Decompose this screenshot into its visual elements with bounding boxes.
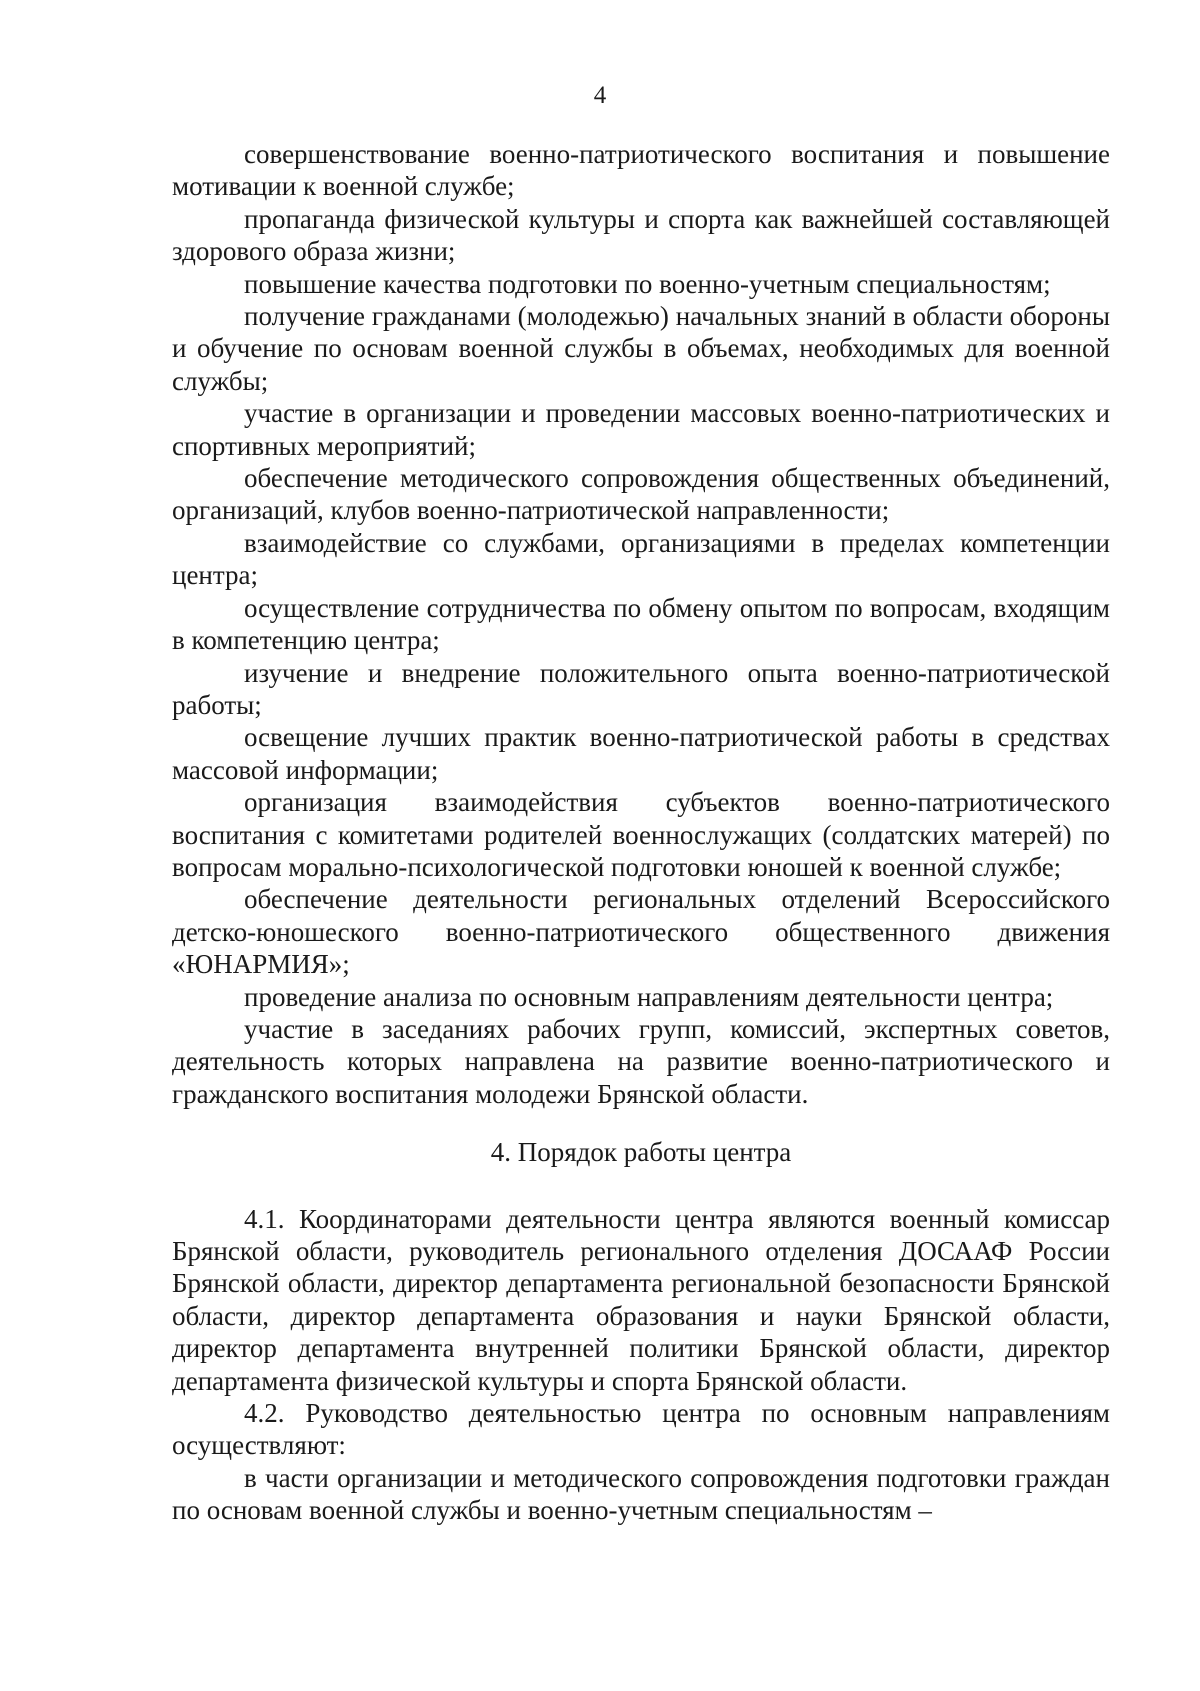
page-number: 4 bbox=[593, 82, 607, 109]
list-item: повышение качества подготовки по военно-учетным специальностям; bbox=[244, 268, 1051, 299]
list-item: освещение лучших практик военно-патриотической работы в средствах массовой информации; bbox=[172, 722, 1110, 785]
section-heading: 4. Порядок работы центра bbox=[490, 1137, 792, 1168]
list-item: изучение и внедрение положительного опыта военно-патриотической работы; bbox=[172, 657, 1110, 720]
list-item: участие в организации и проведении массовых военно-патриотических и спортивных мероприятий; bbox=[172, 398, 1110, 461]
document-body bbox=[172, 138, 1110, 1527]
section-paragraph: 4.2. Руководство деятельностью центра по основным направлениям осуществляют: bbox=[172, 1398, 1110, 1461]
list-item: осуществление сотрудничества по обмену опытом по вопросам, входящим в компетенцию центра; bbox=[172, 592, 1110, 656]
section-paragraph: в части организации и методического сопровождения подготовки граждан по основам военной службы и военно-учетным специальностям – bbox=[172, 1462, 1110, 1526]
section-paragraph: 4.1. Координаторами деятельности центра являются военный комиссар Брянской области, руководитель регионального отделения ДОСААФ России Брянской области, директор департамента региональной безопасности Брянской области, директор департамента образования и науки Брянской области, директор департамента внутренней политики Брянской области, директор департамента физической культуры и спорта Брянской области. bbox=[172, 1203, 1110, 1396]
list-item: совершенствование военно-патриотического воспитания и повышение мотивации к военной службе; bbox=[172, 139, 1110, 202]
list-item: обеспечение методического сопровождения общественных объединений, организаций, клубов военно-патриотической направленности; bbox=[172, 463, 1110, 526]
list-item: получение гражданами (молодежью) начальных знаний в области обороны и обучение по основам военной службы в объемах, необходимых для военной службы; bbox=[172, 301, 1110, 396]
list-item: обеспечение деятельности региональных отделений Всероссийского детско-юношеского военно-патриотического общественного движения «ЮНАРМИЯ»; bbox=[172, 884, 1110, 980]
list-item: проведение анализа по основным направлениям деятельности центра; bbox=[244, 981, 1054, 1012]
list-item: пропаганда физической культуры и спорта как важнейшей составляющей здорового образа жизни; bbox=[172, 203, 1110, 267]
list-item: взаимодействие со службами, организациями в пределах компетенции центра; bbox=[172, 527, 1110, 591]
list-item: участие в заседаниях рабочих групп, комиссий, экспертных советов, деятельность которых направлена на развитие военно-патриотического и гражданского воспитания молодежи Брянской области. bbox=[172, 1013, 1110, 1109]
list-item: организация взаимодействия субъектов военно-патриотического воспитания с комитетами родителей военнослужащих (солдатских матерей) по вопросам морально-психологической подготовки юношей к военной службе; bbox=[172, 787, 1110, 882]
